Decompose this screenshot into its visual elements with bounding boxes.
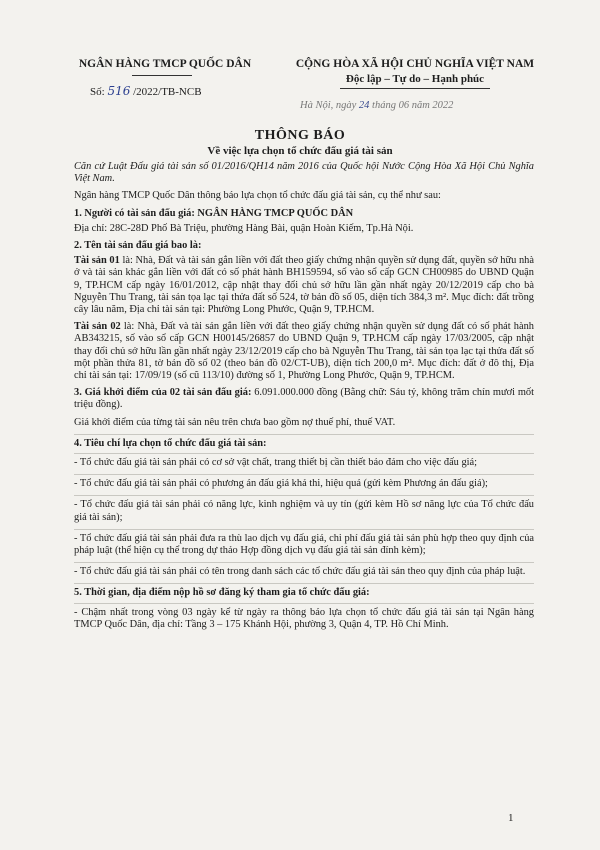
starting-price-note: Giá khởi điểm của từng tài sản nêu trên chưa bao gồm nợ thuế phí, thuế VAT.	[74, 416, 396, 428]
document-body	[74, 161, 534, 636]
date-suffix: tháng 06 năm 2022	[369, 100, 454, 111]
issuer-underline	[132, 75, 192, 76]
issuer-name: NGÂN HÀNG TMCP QUỐC DÂN	[78, 58, 252, 70]
asset-2-paragraph	[74, 321, 534, 382]
section-1-heading: 1. Người có tài sản đấu giá: NGÂN HÀNG TMCP QUỐC DÂN	[74, 207, 354, 219]
date-prefix: Hà Nội, ngày	[300, 100, 359, 111]
asset-2-text: là: Nhà, Đất và tài sản gắn liền với đất theo giấy chứng nhận quyền sử dụng đất có số phát hành AB343215, số vào sổ cấp GCN H00145/26857 do UBND Quận 9, TP.HCM cấp ngày 17/03/2005, cập nhật thay đổi chủ sở hữu lần gần nhất ngày 23/12/2019 cấp cho bà Nguyễn Thu Trang, tài sản tọa lạc tại thửa đất số một phần thửa 81, tờ bản đồ số 02 (theo bản đồ 02/CT-UB), diện tích 200,0 m². Mục đích: đất ở đô thị, Địa chỉ tài sản tại: 17/09/19 (số cũ 113/10) đường số 1, Phường Long Phước, Quận 9, TP.HCM.	[74, 321, 534, 382]
asset-1-label: Tài sản 01	[74, 255, 120, 267]
intro-paragraph: Ngân hàng TMCP Quốc Dân thông báo lựa chọn tổ chức đấu giá tài sản, cụ thể như sau:	[74, 190, 441, 202]
criteria-item: - Tổ chức đấu giá tài sản phải có phương án đấu giá khả thi, hiệu quả (gửi kèm Phương án đấu giá);	[74, 474, 534, 490]
starting-price-paragraph	[74, 387, 534, 411]
criteria-item: - Tổ chức đấu giá tài sản phải có cơ sở vật chất, trang thiết bị cần thiết bảo đảm cho việc đấu giá;	[74, 453, 534, 469]
document-number	[90, 84, 202, 98]
document-number-handwritten: 516	[107, 84, 131, 98]
legal-basis: Căn cứ Luật Đấu giá tài sản số 01/2016/QH14 năm 2016 của Quốc hội Nước Cộng Hòa Xã Hội Chủ Nghĩa Việt Nam.	[74, 161, 534, 185]
asset-1-paragraph	[74, 255, 534, 316]
criteria-item: - Tổ chức đấu giá tài sản phải có năng lực, kinh nghiệm và uy tín (gửi kèm Hồ sơ năng lực của Tổ chức đấu giá tài sản);	[74, 495, 534, 523]
motto-underline	[340, 88, 490, 89]
document-number-prefix: Số:	[90, 86, 108, 98]
starting-price-value: 6.091.000.000 đồng (Bằng chữ: Sáu tỷ, không trăm chín mươi mốt triệu đồng).	[74, 387, 534, 411]
document-subtitle: Về việc lựa chọn tổ chức đấu giá tài sản	[207, 145, 393, 157]
criteria-item: - Tổ chức đấu giá tài sản phải đưa ra thù lao dịch vụ đấu giá, chi phí đấu giá tài sản phù hợp theo quy định của pháp luật (thể hiện cụ thể trong dự thảo Hợp đồng dịch vụ đấu giá tài sản đính kèm);	[74, 529, 534, 557]
section-3-heading: 3. Giá khởi điểm của 02 tài sản đấu giá:	[74, 387, 252, 399]
issue-date	[300, 100, 453, 111]
criteria-item: - Tổ chức đấu giá tài sản phải có tên trong danh sách các tổ chức đấu giá tài sản theo quy định của pháp luật.	[74, 562, 534, 578]
document-number-suffix: /2022/TB-NCB	[130, 86, 202, 98]
section-5-heading: 5. Thời gian, địa điểm nộp hồ sơ đăng ký tham gia tổ chức đấu giá:	[74, 583, 534, 599]
national-title: CỘNG HÒA XÃ HỘI CHỦ NGHĨA VIỆT NAM	[295, 58, 535, 70]
section-4-heading: 4. Tiêu chí lựa chọn tổ chức đấu giá tài sản:	[74, 434, 534, 450]
asset-1-text: là: Nhà, Đất và tài sản gắn liền với đất theo giấy chứng nhận quyền sử dụng đất, quyền sở hữu nhà ở và tài sản khác gắn liền với đất có số phát hành BH159594, số vào sổ cấp GCN CH00985 do UBND Quận 9, TP.HCM cấp ngày 16/01/2012, cập nhật thay đổi chủ sở hữu lần gần nhất ngày 20/12/2019 cấp cho bà Nguyễn Thu Trang, tài sản tọa lạc tại thửa đất số 524, tờ bản đồ số 05, diện tích 384,3 m². Mục đích: đất trồng cây lâu năm, Địa chỉ tài sản tại: Phường Long Phước, Quận 9, TP.HCM.	[74, 255, 534, 316]
asset-2-label: Tài sản 02	[74, 321, 121, 333]
page-number: 1	[508, 812, 514, 824]
section-2-heading: 2. Tên tài sản đấu giá bao là:	[74, 240, 202, 252]
date-day-handwritten: 24	[358, 100, 370, 111]
document-title: THÔNG BÁO	[254, 128, 346, 143]
submission-deadline: - Chậm nhất trong vòng 03 ngày kể từ ngày ra thông báo lựa chọn tổ chức đấu giá tài sản tại Ngân hàng TMCP Quốc Dân, địa chỉ: Tầng 3 – 175 Khánh Hội, phường 3, Quận 4, TP. Hồ Chí Minh.	[74, 603, 534, 631]
owner-address: Địa chỉ: 28C-28D Phố Bà Triệu, phường Hàng Bài, quận Hoàn Kiếm, Tp.Hà Nội.	[74, 222, 414, 234]
national-motto: Độc lập – Tự do – Hạnh phúc	[345, 73, 485, 85]
